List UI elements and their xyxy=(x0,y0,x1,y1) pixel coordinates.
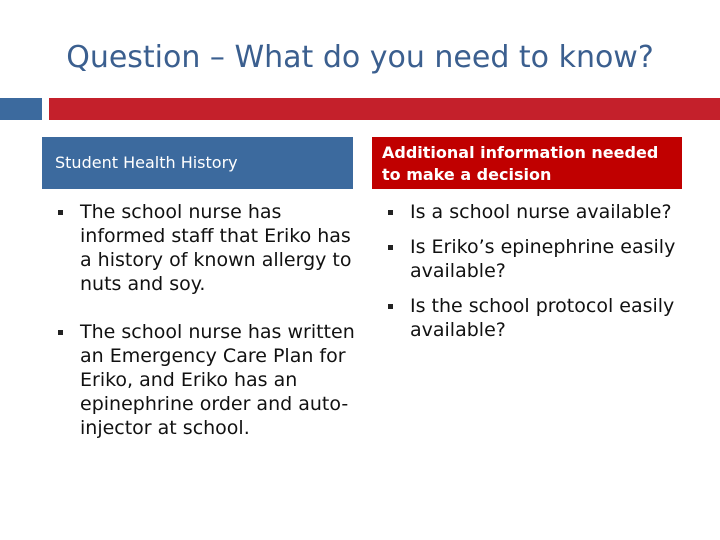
square-bullet-icon xyxy=(388,210,393,215)
list-item xyxy=(388,235,698,283)
list-item-text: Is the school protocol easily available? xyxy=(410,295,675,341)
list-item xyxy=(388,294,698,342)
square-bullet-icon xyxy=(388,304,393,309)
square-bullet-icon xyxy=(388,245,393,250)
list-item-text: The school nurse has informed staff that Eriko has a history of known allergy to nuts and soy. xyxy=(80,201,352,295)
list-item-text: Is a school nurse available? xyxy=(410,201,672,223)
square-bullet-icon xyxy=(58,210,63,215)
list-item xyxy=(388,200,698,224)
list-item-text: The school nurse has written an Emergency Care Plan for Eriko, and Eriko has an epinephrine order and auto-injector at school. xyxy=(80,321,355,439)
square-bullet-icon xyxy=(58,330,63,335)
slide-title: Question – What do you need to know? xyxy=(66,40,654,75)
list-item xyxy=(58,320,358,440)
list-item xyxy=(58,200,358,296)
accent-bar-red xyxy=(49,98,720,120)
list-item-text: Is Eriko’s epinephrine easily available? xyxy=(410,236,676,282)
accent-bar-blue xyxy=(0,98,42,120)
additional-info-header: Additional information needed to make a decision xyxy=(372,137,682,189)
health-history-list xyxy=(58,200,358,440)
additional-info-list xyxy=(388,200,698,353)
student-health-history-header: Student Health History xyxy=(42,137,353,189)
